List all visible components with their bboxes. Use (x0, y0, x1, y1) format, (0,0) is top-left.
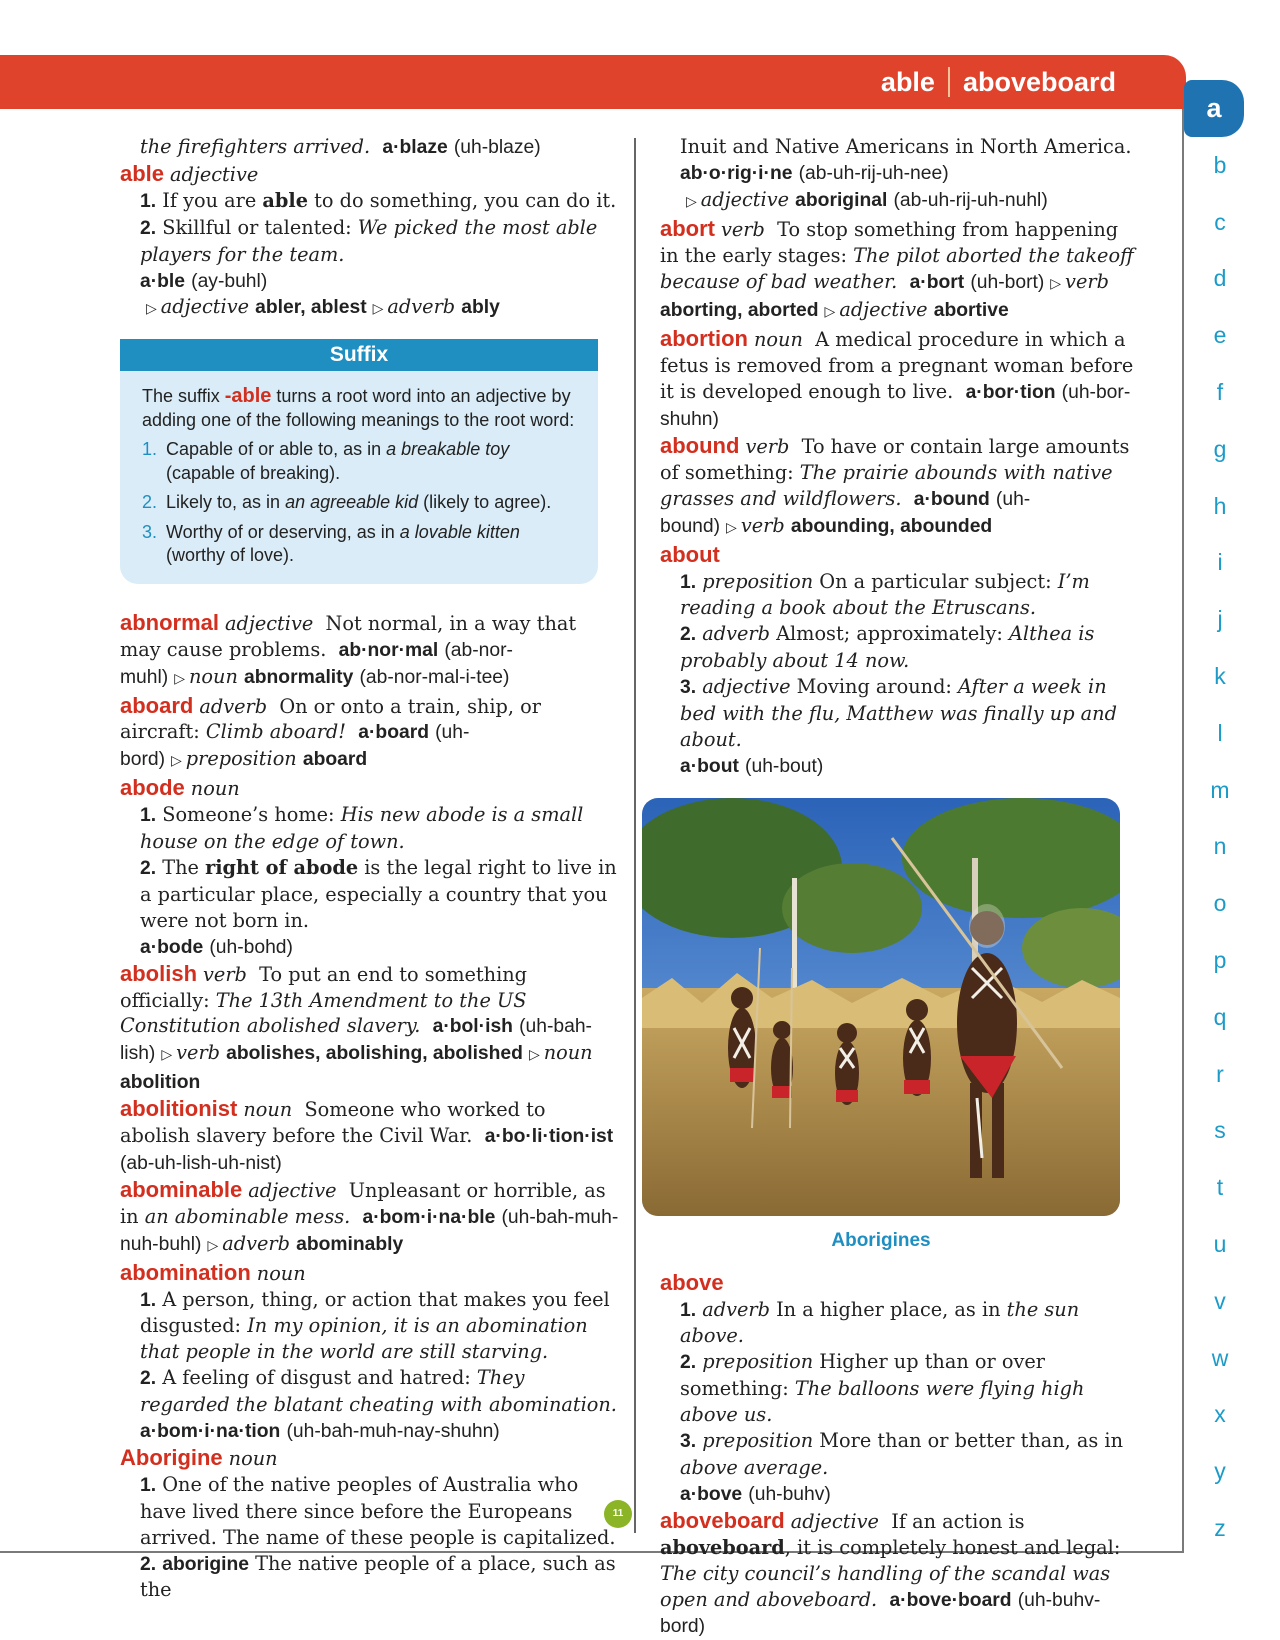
alphabet-tab-i[interactable]: i (1217, 549, 1223, 576)
entry-abortion: abortion noun A medical procedure in which a fetus is removed from a pregnant woman before it is developed enough to live. a·bor·tion (uh-bor-shuhn) (660, 326, 1134, 431)
headword: above (660, 1269, 724, 1295)
alphabet-tab-q[interactable]: q (1213, 1003, 1227, 1030)
photo-caption: Aborigines (831, 1229, 931, 1251)
entry-aboveboard: aboveboard adjective If an action is aboveboard, it is completely honest and legal: The city council’s handling of the scandal was open and aboveboard. a·bove·board (uh-buhv-bord) (660, 1507, 1121, 1638)
headword: abound (660, 432, 740, 458)
alphabet-index (1190, 80, 1250, 1557)
alphabet-tab-c[interactable]: c (1214, 208, 1226, 235)
guide-word-first: able (880, 67, 935, 97)
aborigines-photo (642, 798, 1120, 1216)
entry-above: above 1. adverb In a higher place, as in the sun above. 2. preposition Higher up than or over something: The balloons were flying high above us. 3. preposition More than or better than, as in above average. a·bove (uh-buhv) (660, 1269, 1124, 1505)
headword: abominable (120, 1176, 243, 1202)
alphabet-tab-m[interactable]: m (1210, 776, 1230, 803)
entry-aboard: aboard adverb On or onto a train, ship, or aircraft: Climb aboard! a·board (uh-bord) ▷ preposition aboard (120, 692, 541, 771)
headword: abortion (660, 326, 748, 352)
alphabet-tab-k[interactable]: k (1214, 662, 1226, 689)
headword: abolish (120, 960, 198, 986)
alphabet-tab-d[interactable]: d (1213, 265, 1227, 292)
headword: abort (660, 215, 715, 241)
headword: abode (120, 775, 185, 801)
alphabet-tab-x[interactable]: x (1214, 1401, 1226, 1428)
alphabet-tab-v[interactable]: v (1214, 1287, 1226, 1314)
entry-abolitionist: abolitionist noun Someone who worked to abolish slavery before the Civil War. a·bo·li·tion·ist (ab-uh-lish-uh-nist) (120, 1096, 614, 1174)
entry-abominable: abominable adjective Unpleasant or horrible, as in an abominable mess. a·bom·i·na·ble (uh-bah-muh-nuh-buhl) ▷ adverb abominably (120, 1176, 619, 1255)
suffix-title: Suffix (120, 339, 598, 371)
right-column: Inuit and Native Americans in North America. ab·o·rig·i·ne (ab-uh-rij-uh-nee) ▷ adjective aboriginal (ab-uh-rij-uh-nuhl) abort verb To stop something from happening in the early stages: The pilot aborted the takeoff because of bad weather. a·bort (uh-bort) ▷ verb aborting, aborted ▷ adjective abortive abortion noun A medical procedure in which a fetus is removed from a pregnant woman before it is developed enough to live. a·bor·tion (uh-bor-shuhn) abound verb To have or contain large amounts of something: The prairie abounds with native grasses and wildflowers. a·bound (uh-bound) ▷ verb abounding, abounded about 1. preposition On a particular subject: I’m reading a book about the Etruscans. 2. adverb Almost; approximately: Althea is probably about 14 now. 3. adjective Moving around: After a week in bed with the flu, Matthew was finally up and about. a·bout (uh-bout) Aborigines above 1. adverb In a higher place, as in the sun above. 2. preposition Higher up than or over something: The balloons were flying high above us. 3. preposition More than or better than, as in above average. a·bove (uh-buhv) aboveboard adjective If an action is aboveboard, it is completely honest and legal: The city council’s handling of the scandal was open and aboveboard. a·bove·board (uh-buhv-bord) (660, 134, 1135, 1640)
headword: about (660, 541, 720, 567)
entry-abort: abort verb To stop something from happening in the early stages: The pilot aborted the takeoff because of bad weather. a·bort (uh-bort) ▷ verb aborting, aborted ▷ adjective abortive (660, 215, 1134, 322)
headword: able (120, 160, 165, 186)
page-number: 11 (604, 1500, 632, 1528)
suffix-item: 1. Capable of or able to, as in a breakable toy (capable of breaking). (142, 439, 510, 483)
entry-continuation: the firefighters arrived. a·blaze (uh-blaze) (140, 135, 541, 158)
headword: abomination (120, 1259, 251, 1285)
headword: aboveboard (660, 1507, 785, 1533)
alphabet-tab-r[interactable]: r (1216, 1060, 1224, 1087)
alphabet-tab-h[interactable]: h (1213, 492, 1227, 519)
header-bar (0, 55, 1186, 109)
headword: abnormal (120, 609, 220, 635)
entry-about: about 1. preposition On a particular subject: I’m reading a book about the Etruscans. 2. adverb Almost; approximately: Althea is probably about 14 now. 3. adjective Moving around: After a week in bed with the flu, Matthew was finally up and about. a·bout (uh-bout) (660, 541, 1117, 777)
entry-able: able adjective 1. If you are able to do something, you can do it. 2. Skillful or talented: We picked the most able players for the team. a·ble (ay-buhl) ▷ adjective abler, ablest ▷ adverb ably (120, 160, 617, 319)
entry-abolish: abolish verb To put an end to something officially: The 13th Amendment to the US Constitution abolished slavery. a·bol·ish (uh-bah-lish) ▷ verb abolishes, abolishing, abolished ▷ noun abolition (120, 960, 593, 1094)
alphabet-tab-s[interactable]: s (1214, 1117, 1226, 1144)
alphabet-tab-a[interactable]: a (1184, 80, 1244, 137)
headword: Aborigine (120, 1444, 223, 1470)
entry-abode: abode noun 1. Someone’s home: His new abode is a small house on the edge of town. 2. The right of abode is the legal right to live in a particular place, especially a country that you were not born in. a·bode (uh-bohd) (120, 775, 617, 958)
alphabet-tab-b[interactable]: b (1213, 151, 1227, 178)
alphabet-tab-n[interactable]: n (1213, 833, 1227, 860)
alphabet-tab-u[interactable]: u (1213, 1230, 1227, 1257)
alphabet-tab-l[interactable]: l (1217, 719, 1223, 746)
suffix-item: 2. Likely to, as in an agreeable kid (likely to agree). (142, 492, 552, 513)
column-divider (634, 138, 636, 1533)
headword: abolitionist (120, 1096, 238, 1122)
entry-aborigine: Aborigine noun 1. One of the native peoples of Australia who have lived there since before the Europeans arrived. The name of these people is capitalized. 2. aborigine The native people of a place, such as the (120, 1444, 616, 1602)
alphabet-tab-j[interactable]: j (1217, 606, 1223, 633)
suffix-intro: The suffix -able turns a root word into an adjective by adding one of the following meanings to the root word: (142, 385, 575, 430)
guide-word-last: aboveboard (962, 67, 1116, 97)
alphabet-tab-f[interactable]: f (1216, 378, 1224, 405)
entry-abound: abound verb To have or contain large amounts of something: The prairie abounds with native grasses and wildflowers. a·bound (uh-bound) ▷ verb abounding, abounded (660, 432, 1130, 537)
suffix-item: 3. Worthy of or deserving, as in a lovable kitten (worthy of love). (142, 521, 520, 566)
entry-continuation: Inuit and Native Americans in North America. (680, 135, 1132, 158)
alphabet-tab-w[interactable]: w (1211, 1344, 1229, 1371)
guide-words (881, 55, 1116, 109)
entry-abnormal: abnormal adjective Not normal, in a way that may cause problems. ab·nor·mal (ab-nor-muhl) ▷ noun abnormality (ab-nor-mal-i-tee) (120, 609, 577, 688)
alphabet-tab-t[interactable]: t (1216, 1174, 1224, 1201)
suffix-box (120, 339, 598, 584)
photo-illustration (642, 798, 1120, 1216)
headword: aboard (120, 692, 194, 718)
alphabet-tab-z[interactable]: z (1214, 1514, 1226, 1541)
alphabet-tab-g[interactable]: g (1213, 435, 1227, 462)
entry-abomination: abomination noun 1. A person, thing, or action that makes you feel disgusted: In my opinion, it is an abomination that people in the world are still starving. 2. A feeling of disgust and hatred: They regarded the blatant cheating with abomination. a·bom·i·na·tion (uh-bah-muh-nay-shuhn) (120, 1259, 617, 1443)
alphabet-tab-e[interactable]: e (1213, 322, 1227, 349)
left-column (120, 134, 620, 1603)
alphabet-tab-p[interactable]: p (1213, 946, 1227, 973)
alphabet-tab-y[interactable]: y (1214, 1458, 1226, 1485)
guide-separator (948, 67, 950, 97)
alphabet-tab-o[interactable]: o (1213, 890, 1227, 917)
